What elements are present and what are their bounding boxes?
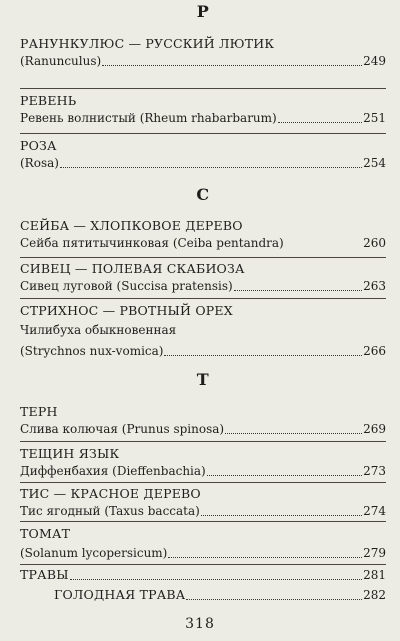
dot-leader <box>207 475 362 476</box>
entry-heading: ТЕРН <box>20 404 58 419</box>
dot-leader <box>234 290 362 291</box>
entry-line <box>20 566 386 584</box>
entry-text: Тис ягодный (Taxus baccata) <box>20 504 200 518</box>
entry-line <box>20 109 386 127</box>
divider <box>20 441 386 442</box>
page-ref: 273 <box>363 464 386 478</box>
section-letter-s: С <box>196 185 210 204</box>
section-letter-r: Р <box>196 2 210 21</box>
entry-text: Сейба пятитычинковая (Ceiba pentandra) <box>20 236 284 250</box>
entry-line <box>20 234 386 252</box>
page-ref: 254 <box>363 156 386 170</box>
dot-leader <box>201 515 362 516</box>
entry-text: (Ranunculus) <box>20 54 102 68</box>
dot-leader <box>278 122 362 123</box>
entry-text: Слива колючая (Prunus spinosa) <box>20 422 225 436</box>
entry-heading: СИВЕЦ — ПОЛЕВАЯ СКАБИОЗА <box>20 261 245 276</box>
entry-heading: ТРАВЫ <box>20 567 69 582</box>
page-ref: 251 <box>363 111 386 125</box>
entry-heading: ГОЛОДНАЯ ТРАВА <box>54 587 186 602</box>
toc-entry <box>20 303 386 360</box>
page-ref: 249 <box>363 54 386 68</box>
entry-heading: РАНУНКУЛЮС — РУССКИЙ ЛЮТИК <box>20 36 275 51</box>
entry-line <box>54 586 386 604</box>
entry-line <box>20 502 386 520</box>
toc-entry <box>20 218 386 252</box>
entry-heading: СТРИХНОС — РВОТНЫЙ ОРЕХ <box>20 303 233 318</box>
page-ref: 263 <box>363 279 386 293</box>
dot-leader <box>285 247 362 248</box>
entry-line <box>20 154 386 172</box>
divider <box>20 88 386 89</box>
entry-heading: ТИС — КРАСНОЕ ДЕРЕВО <box>20 486 201 501</box>
page-ref: 260 <box>363 236 386 250</box>
dot-leader <box>60 167 362 168</box>
entry-heading: ТОМАТ <box>20 526 71 541</box>
entry-line <box>20 420 386 438</box>
entry-line <box>20 544 386 562</box>
entry-text: Ревень волнистый (Rheum rhabarbarum) <box>20 111 277 125</box>
page-ref: 266 <box>363 344 386 358</box>
entry-text: Диффенбахия (Dieffenbachia) <box>20 464 206 478</box>
toc-entry <box>20 486 386 520</box>
divider <box>20 257 386 258</box>
entry-line <box>20 277 386 295</box>
divider <box>20 482 386 483</box>
page-ref: 274 <box>363 504 386 518</box>
page-ref: 279 <box>363 546 386 560</box>
toc-entry <box>20 446 386 480</box>
divider <box>20 133 386 134</box>
divider <box>20 564 386 565</box>
entry-text: (Strychnos nux-vomica) <box>20 344 164 358</box>
page-ref: 269 <box>363 422 386 436</box>
entry-line <box>20 52 386 70</box>
page-number: 318 <box>185 616 215 632</box>
dot-leader <box>102 65 362 66</box>
dot-leader <box>225 433 362 434</box>
toc-entry <box>20 93 386 127</box>
section-letter-t: Т <box>196 370 210 389</box>
entry-heading: СЕЙБА — ХЛОПКОВОЕ ДЕРЕВО <box>20 218 243 233</box>
dot-leader <box>168 557 362 558</box>
divider <box>20 521 386 522</box>
entry-line <box>20 462 386 480</box>
dot-leader <box>70 579 362 580</box>
dot-leader <box>164 355 362 356</box>
toc-entry <box>20 138 386 172</box>
dot-leader <box>186 599 362 600</box>
divider <box>20 298 386 299</box>
toc-entry <box>20 404 386 438</box>
page-ref: 281 <box>363 568 386 582</box>
toc-entry <box>20 261 386 295</box>
entry-text: Чилибуха обыкновенная <box>20 323 177 337</box>
toc-entry <box>20 36 386 70</box>
entry-text: (Solanum lycopersicum) <box>20 546 168 560</box>
page-ref: 282 <box>363 588 386 602</box>
toc-entry <box>54 586 386 604</box>
entry-text: (Rosa) <box>20 156 59 170</box>
toc-entry <box>20 526 386 562</box>
entry-heading: РЕВЕНЬ <box>20 93 77 108</box>
entry-text: Сивец луговой (Succisa pratensis) <box>20 279 233 293</box>
toc-page <box>18 0 388 641</box>
entry-heading: ТЕЩИН ЯЗЫК <box>20 446 120 461</box>
entry-heading: РОЗА <box>20 138 57 153</box>
toc-entry <box>20 566 386 584</box>
entry-line <box>20 342 386 360</box>
